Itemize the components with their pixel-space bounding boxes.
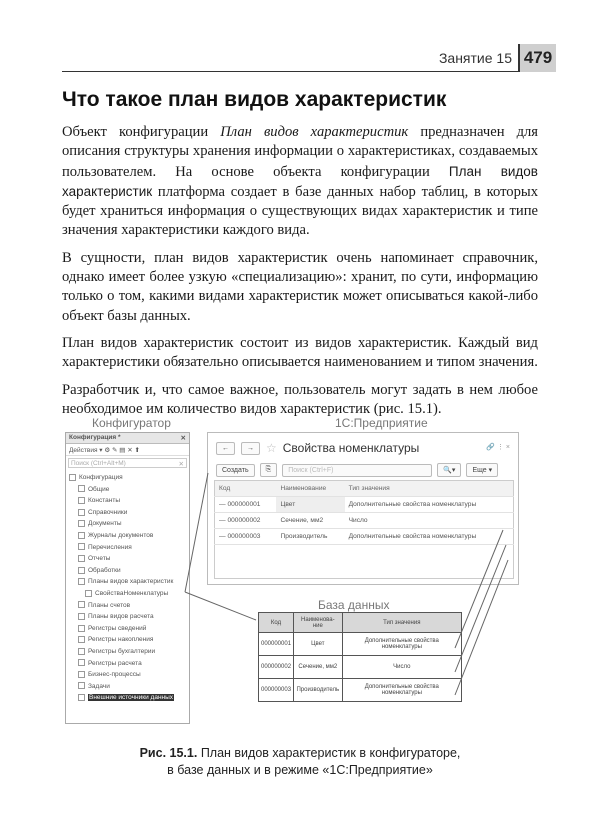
tree-item-label: Внешние источники данных [89,694,174,702]
copy-icon[interactable]: ⎘ [260,463,278,477]
paragraph: План видов характеристик состоит из видов характеристик. Каждый вид характеристики обязательно описывается наименованием и типом значения. [62,334,538,371]
table-row[interactable]: — 000000003 Производитель Дополнительные свойства номенклатуры [215,529,514,545]
cell: 000000002 [227,517,261,524]
caption-number: Рис. 15.1. [139,746,198,760]
arrow-to-database [185,592,256,620]
cell: Производитель [294,679,343,702]
tree-item-label: Общие [88,485,110,493]
tree-item-label: Перечисления [88,543,132,551]
column-header[interactable]: Наименование [276,481,344,497]
cell: Дополнительные свойства номенклатуры [342,633,461,656]
caption-line: План видов характеристик в конфигураторе, [200,746,461,760]
search-input[interactable]: Поиск (Ctrl+Alt+M) [71,460,126,467]
column-header: Код [259,613,294,633]
back-button[interactable]: ← [216,442,235,455]
tree-item-label: Планы видов характеристик [88,578,174,586]
cell: 000000002 [259,656,294,679]
table-row[interactable]: — 000000001 Цвет Дополнительные свойства номенклатуры [215,497,514,513]
cell: Цвет [276,497,344,513]
enterprise-label: 1С:Предприятие [335,416,428,430]
panel-title: Конфигурация * [69,434,121,441]
table-row[interactable]: — 000000002 Сечение, мм2 Число [215,513,514,529]
text: Объект конфигурации [62,124,221,140]
figure-caption [0,745,600,779]
tree-item-label: Конфигурация [79,474,123,481]
arrow-to-window [185,473,208,592]
column-header[interactable]: Код [215,481,277,497]
cell: Дополнительные свойства номенклатуры [342,679,461,702]
text: предназначен для описания структуры хранения информации о характеристиках, создаваемых пользователем. На основе объекта конфигурации [62,124,539,180]
cell: 000000001 [259,633,294,656]
tree-item-label: Планы счетов [88,601,131,609]
cell: 000000001 [227,501,261,508]
close-icon[interactable]: ✕ [180,435,186,442]
tree-item-label: Константы [88,497,120,505]
tree-item-label: СвойстваНоменклатуры [95,589,169,597]
tree-item-label: Документы [88,520,122,528]
window-title: Свойства номенклатуры [282,441,420,455]
emphasis: План видов характеристик [220,124,409,140]
cell: Число [342,656,461,679]
more-label: Еще [472,467,487,474]
tree-item-label: Регистры бухгалтерии [88,647,156,655]
tree-item-label: Регистры накопления [88,636,154,644]
configurator-panel: Конфигурация * ✕ Действия ▾ ⚙ ✎ ▤ ✕ ⬆ Поиск (Ctrl+Alt+M) ✕ Конфигурация Общие Константы Справочники Документы Журналы документов Перечисления Отчеты Обработки Планы видов характеристик СвойстваНоменклатуры Планы счетов Планы видов расчета Регистры сведений Регистры накопления Регистры бухгалтерии Регистры расчета Бизнес-процессы Задачи Внешние источники данных [65,432,190,724]
create-button[interactable]: Создать [216,464,255,477]
tree-item-label: Планы видов расчета [88,613,154,621]
tree-item-label: Отчеты [88,555,111,563]
more-button[interactable]: Еще ▾ [466,463,498,477]
chapter-label: Занятие 15 [438,50,512,66]
cell: Дополнительные свойства номенклатуры [345,497,514,513]
tree-item-label: Бизнес-процессы [88,671,141,679]
configurator-label: Конфигуратор [92,416,171,430]
column-header[interactable]: Тип значения [345,481,514,497]
database-label: База данных [318,598,390,612]
forward-button[interactable]: → [241,442,260,455]
cell: 000000003 [227,533,261,540]
caption-line: в базе данных и в режиме «1С:Предприятие» [167,763,433,777]
tree-item-label: Справочники [88,508,128,516]
cell: Сечение, мм2 [294,656,343,679]
cell: Число [345,513,514,529]
search-button[interactable]: 🔍▾ [437,463,461,477]
tree-item-label: Регистры расчета [88,659,142,667]
tree-item-label: Регистры сведений [88,624,147,632]
window-controls[interactable]: 🔗 ⋮ × [486,444,510,451]
section-title: Что такое план видов характеристик [62,88,447,111]
cell: Сечение, мм2 [276,513,344,529]
tree-item-label: Обработки [88,566,121,574]
clear-icon[interactable]: ✕ [178,461,184,468]
text: платформа создает в базе данных набор таблиц, в которых будет храниться информация о существующих видах характеристик и типе значения характеристики каждого вида. [62,183,538,239]
search-input[interactable]: Поиск (Ctrl+F) [282,464,432,477]
cell: Цвет [294,633,343,656]
actions-menu[interactable]: Действия [69,447,98,454]
cell: Дополнительные свойства номенклатуры [345,529,514,545]
column-header: Наименова-ние [294,613,343,633]
page-number: 479 [518,44,556,72]
cell: Производитель [276,529,344,545]
paragraph: Разработчик и, что самое важное, пользователь могут задать в нем любое необходимое им количество видов характеристик (рис. 15.1). [62,381,538,417]
tree-item-label: Журналы документов [88,531,154,539]
term: План видов характеристик [62,163,538,199]
paragraph: В сущности, план видов характеристик очень напоминает справочник, однако имеет более узкую «специализацию»: хранит, по сути, информацию только о том, какими видами характеристик может описываться какой-либо объект базы данных. [62,249,538,324]
cell: 000000003 [259,679,294,702]
column-header: Тип значения [342,613,461,633]
star-icon[interactable]: ☆ [266,441,277,455]
tree-item-label: Задачи [88,682,110,690]
